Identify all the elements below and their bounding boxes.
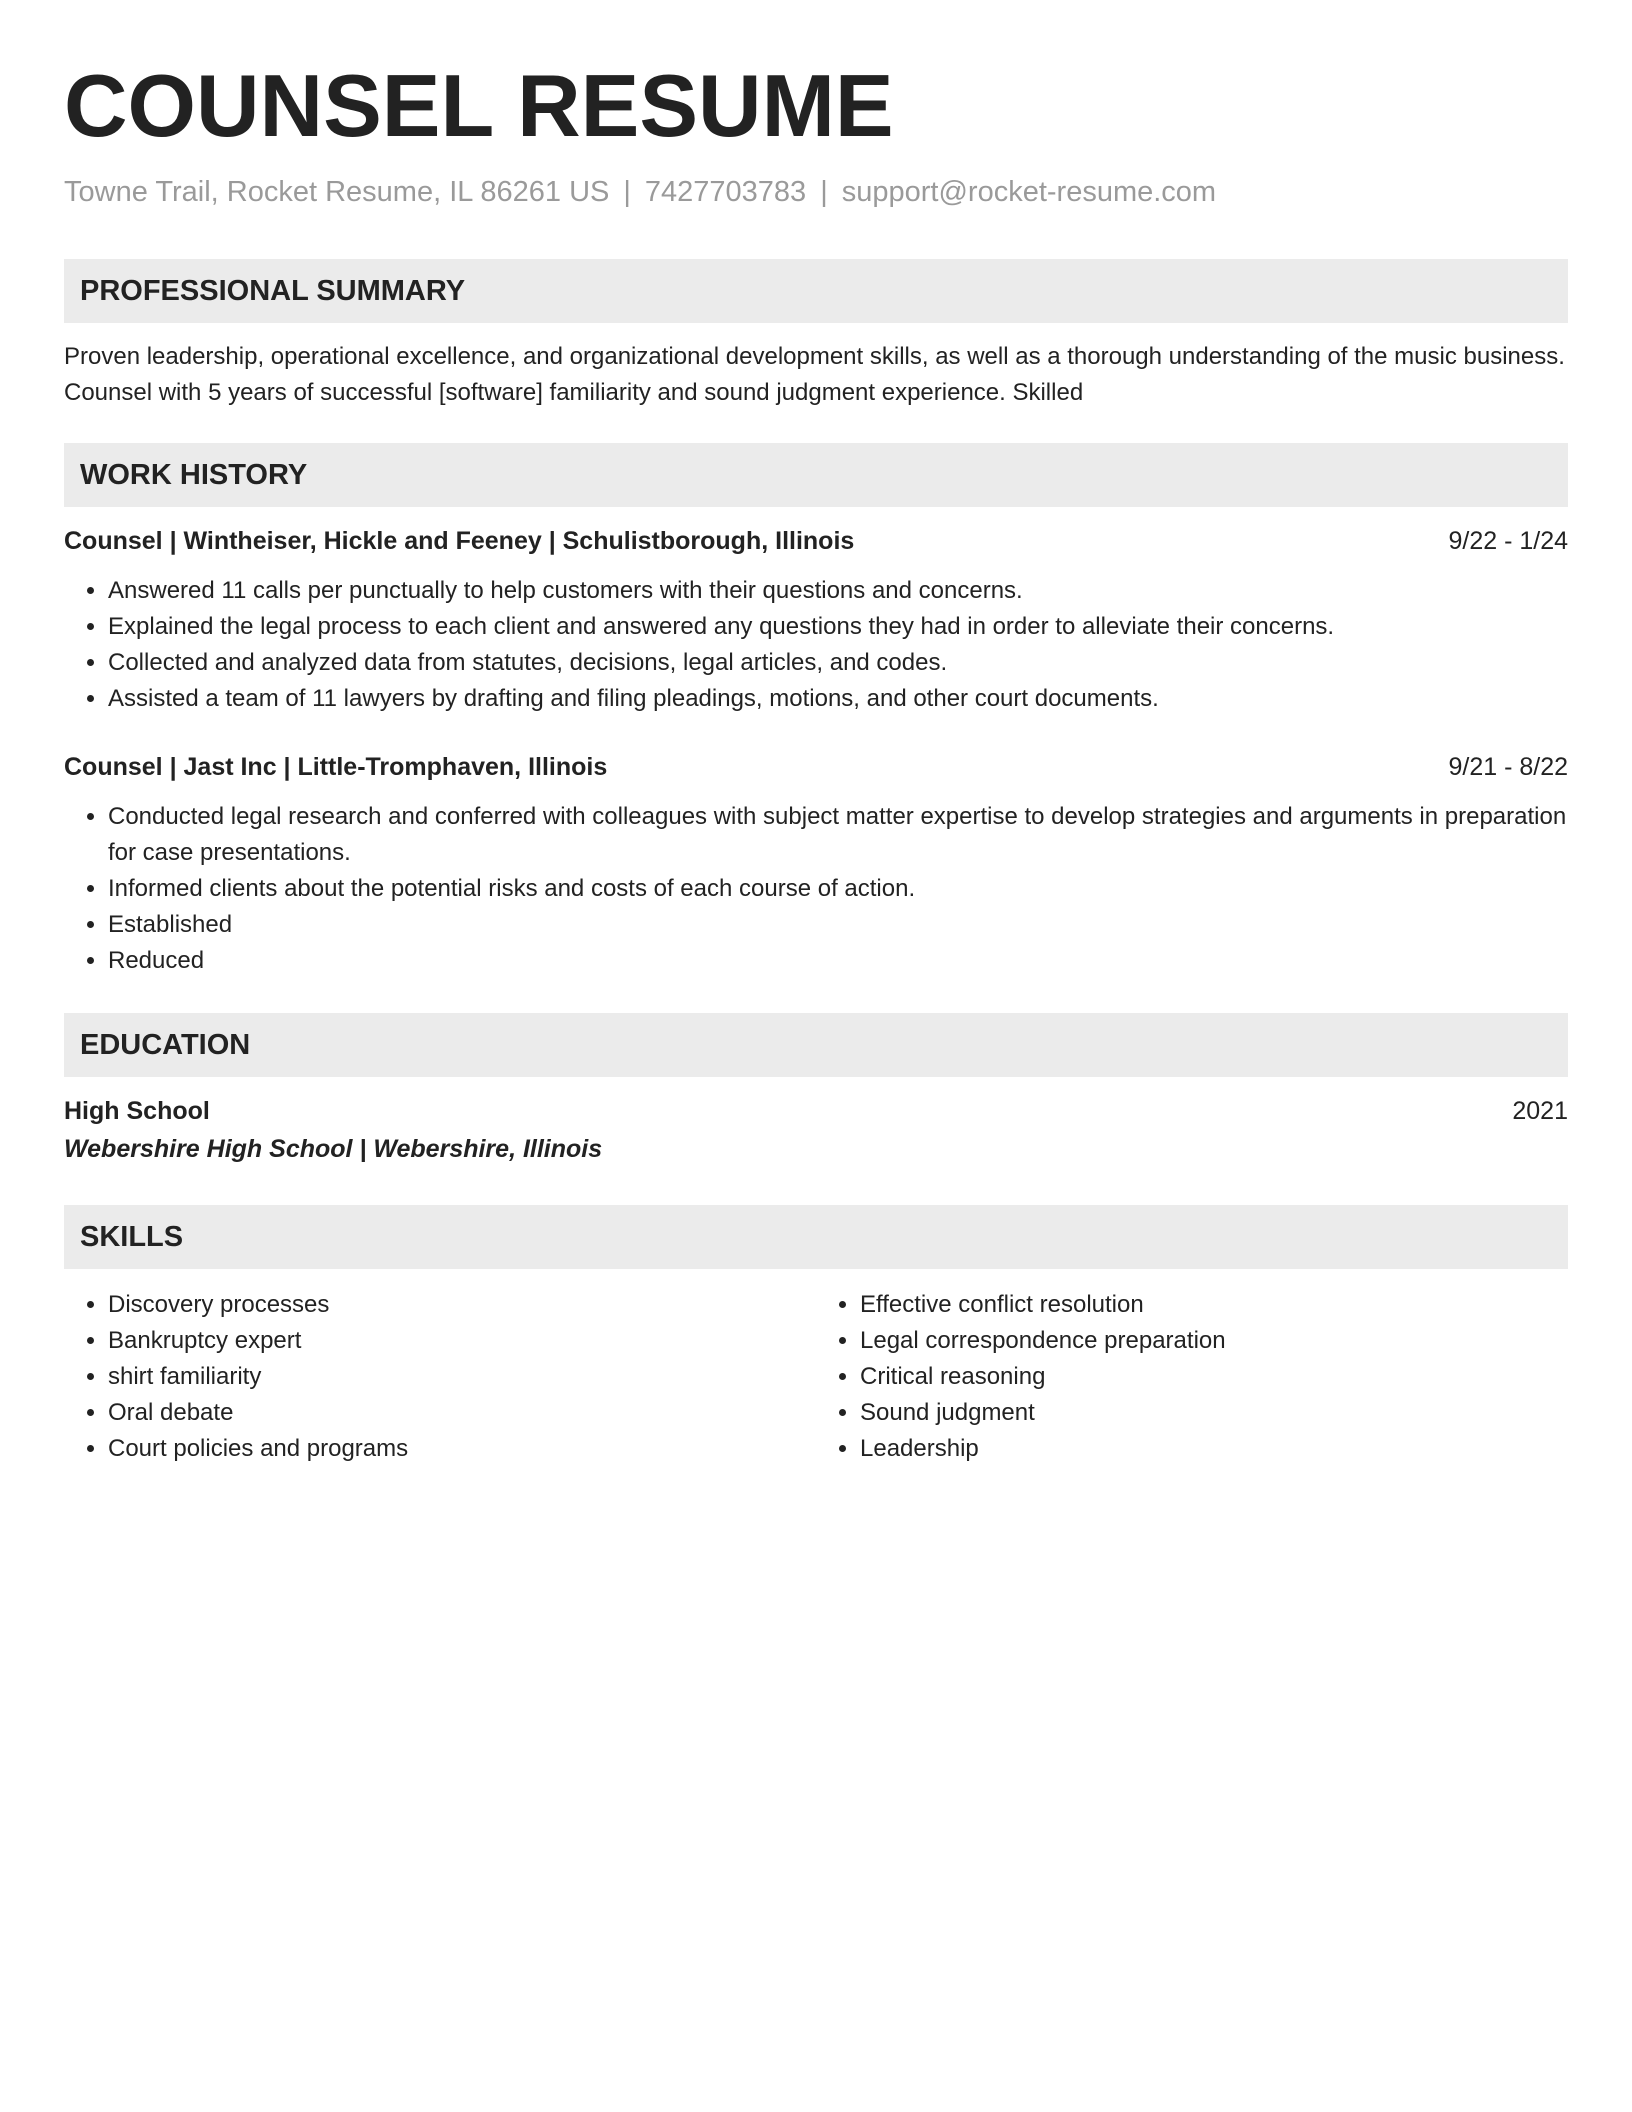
section-header-skills: SKILLS (64, 1205, 1568, 1269)
job-bullet: • Answered 11 calls per punctually to help customers with their questions and concerns. (108, 573, 1568, 609)
skill-item: • Critical reasoning (860, 1359, 1568, 1395)
skill-item: • Oral debate (108, 1395, 816, 1431)
section-header-education: EDUCATION (64, 1013, 1568, 1077)
skill-item: • Bankruptcy expert (108, 1323, 816, 1359)
job-title: Counsel | Wintheiser, Hickle and Feeney | Schulistborough, Illinois (64, 527, 855, 555)
job-bullet: • Conducted legal research and conferred with colleagues with subject matter expertise to develop strategies and arguments in preparation for case presentations. (108, 799, 1568, 871)
skill-item: • Sound judgment (860, 1395, 1568, 1431)
contact-email[interactable]: support@rocket-resume.com (841, 176, 1217, 208)
job-bullet: • Explained the legal process to each client and answered any questions they had in order to alleviate their concerns. (108, 609, 1568, 645)
job-bullet: • Established (108, 907, 1568, 943)
summary-text: Proven leadership, operational excellence, and organizational development skills, as well as a thorough understanding of the music business. Counsel with 5 years of successful [software] familiarity and sound judgment experience. Skilled (64, 343, 1565, 406)
education-year: 2021 (1512, 1097, 1568, 1125)
skills-column-left (64, 1287, 816, 1467)
skill-item: • shirt familiarity (108, 1359, 816, 1395)
section-header-work-history: WORK HISTORY (64, 443, 1568, 507)
skill-item: • Leadership (860, 1431, 1568, 1467)
skill-item: • Legal correspondence preparation (860, 1323, 1568, 1359)
job-bullet: • Collected and analyzed data from statutes, decisions, legal articles, and codes. (108, 645, 1568, 681)
job-bullet-list (64, 799, 1568, 979)
contact-separator: | (623, 176, 631, 208)
skill-item: • Court policies and programs (108, 1431, 816, 1467)
job-dates: 9/21 - 8/22 (1448, 753, 1568, 781)
education-degree: High School (64, 1097, 210, 1125)
contact-address: Towne Trail, Rocket Resume, IL 86261 US (64, 176, 610, 208)
resume-title: COUNSEL RESUME (64, 56, 894, 155)
skill-item: • Effective conflict resolution (860, 1287, 1568, 1323)
job-bullet-list (64, 573, 1568, 717)
job-entry-header (64, 523, 1568, 559)
skill-item: • Discovery processes (108, 1287, 816, 1323)
job-entry-header (64, 749, 1568, 785)
skills-grid (64, 1287, 1568, 1467)
contact-separator: | (820, 176, 828, 208)
contact-line (64, 176, 1568, 209)
education-entry-header (64, 1093, 1568, 1129)
section-header-summary: PROFESSIONAL SUMMARY (64, 259, 1568, 323)
job-bullet: • Assisted a team of 11 lawyers by drafting and filing pleadings, motions, and other court documents. (108, 681, 1568, 717)
education-school: Webershire High School | Webershire, Illinois (64, 1135, 603, 1163)
job-dates: 9/22 - 1/24 (1448, 527, 1568, 555)
skills-column-right (816, 1287, 1568, 1467)
contact-phone: 7427703783 (644, 176, 807, 208)
job-title: Counsel | Jast Inc | Little-Tromphaven, Illinois (64, 753, 608, 781)
job-bullet: • Reduced (108, 943, 1568, 979)
job-bullet: • Informed clients about the potential risks and costs of each course of action. (108, 871, 1568, 907)
